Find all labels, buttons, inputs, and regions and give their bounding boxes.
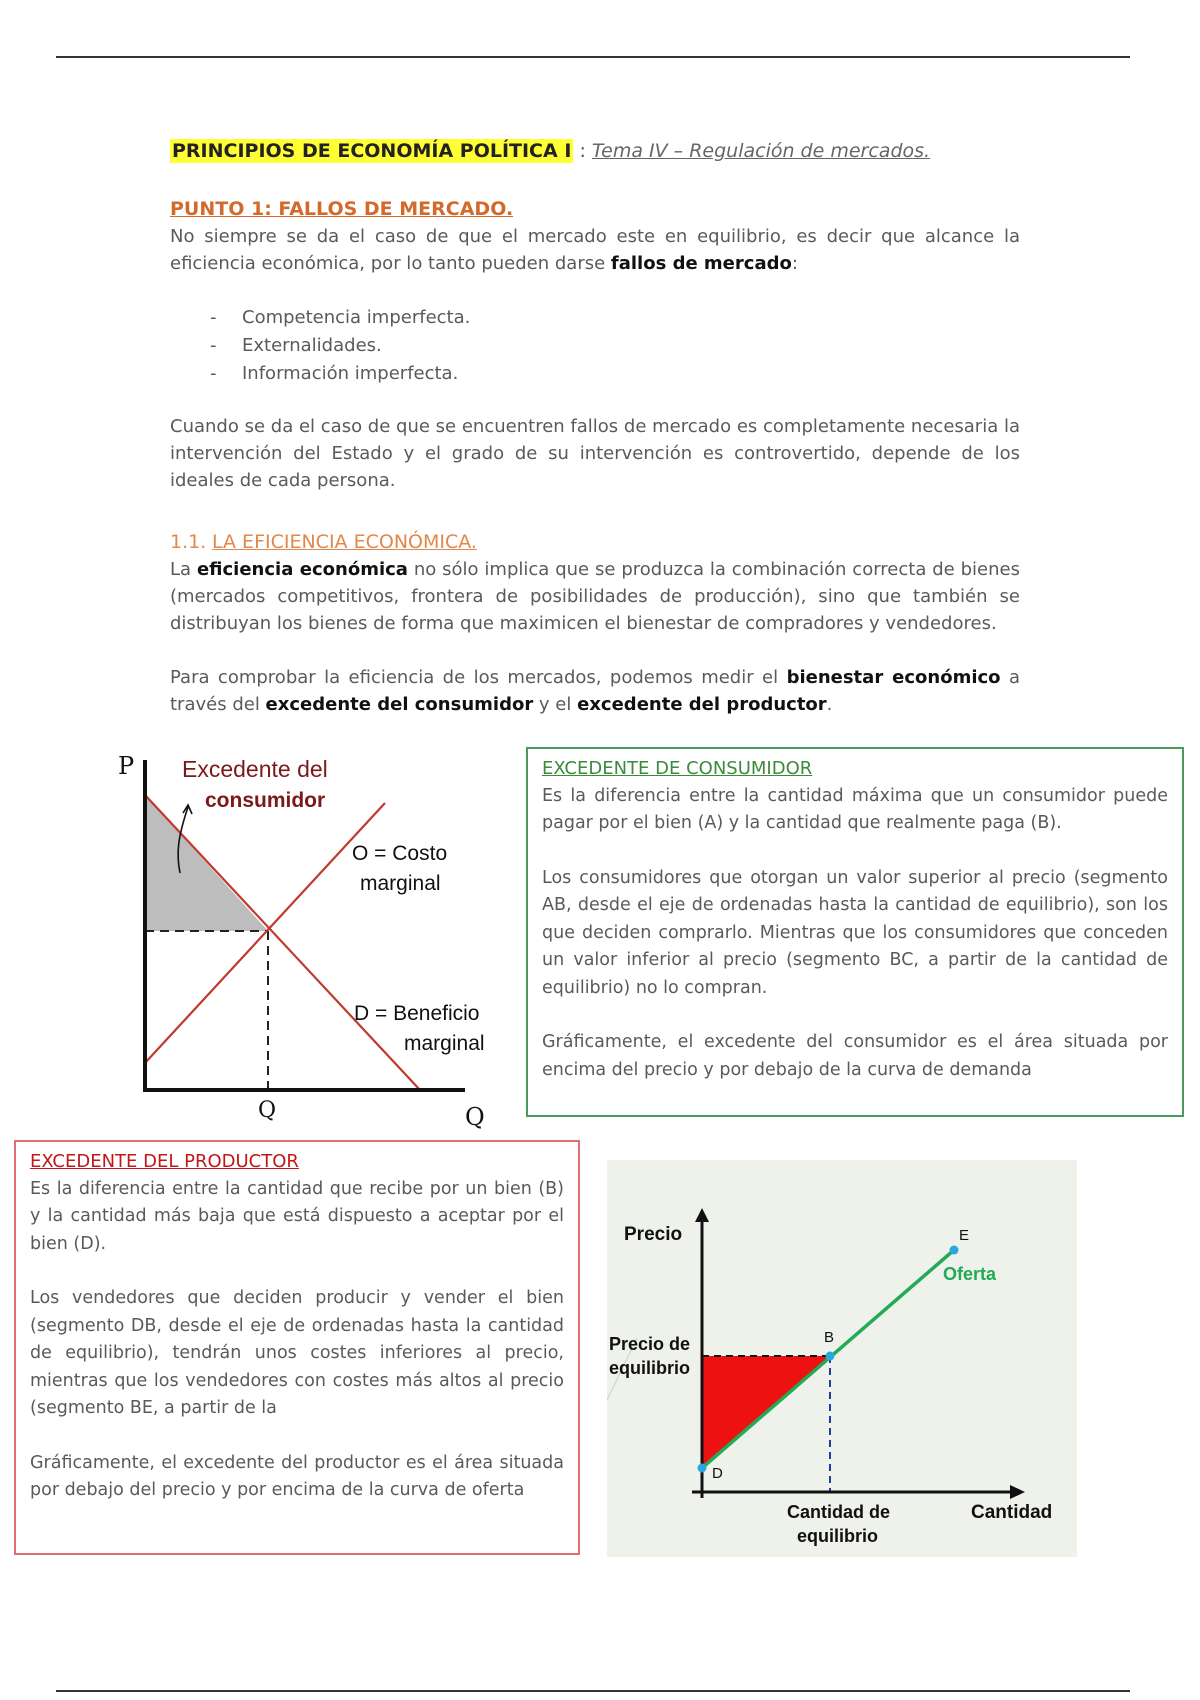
producer-box-p2: Los vendedores que deciden producir y vender el bien (segmento DB, desde el eje de ordenadas hasta la cantidad de equilibrio), tendrán unos costes inferiores al precio, mientras que los vendedores con costes más altos al precio (segmento BE, a partir de la (30, 1288, 564, 1418)
label-excedente-line2: consumidor (205, 789, 326, 812)
axis-label-p: P (118, 752, 135, 780)
y-axis-label: Precio (624, 1224, 683, 1245)
subsection-number: 1.1. (170, 531, 207, 553)
bottom-rule (56, 1690, 1130, 1692)
producer-surplus-box (14, 1140, 580, 1555)
label-demand-line2: marginal (404, 1032, 485, 1055)
x-axis-label: Cantidad (971, 1502, 1053, 1523)
producer-box-p1: Es la diferencia entre la cantidad que recibe por un bien (B) y la cantidad más baja que está dispuesto a aceptar por el bien (D). (30, 1178, 564, 1254)
excedente-productor-bold: excedente del productor (577, 694, 827, 715)
equilibrium-q-label: Q (258, 1098, 277, 1123)
point-b (826, 1352, 835, 1361)
paragraph-intervencion: Cuando se da el caso de que se encuentren fallos de mercado es completamente necesaria la intervención del Estado y el grado de su intervención es controvertido, depende de los ideales de cada persona. (170, 416, 1020, 491)
section-eficiencia (170, 529, 1020, 718)
paragraph-bienestar (170, 664, 1020, 718)
page-title (170, 140, 930, 162)
paragraph-intro (170, 223, 1020, 277)
top-rule (56, 56, 1130, 58)
label-excedente-line1: Excedente del (182, 756, 328, 782)
excedente-consumidor-bold: excedente del consumidor (265, 694, 534, 715)
label-supply-line2: marginal (360, 872, 441, 895)
bienestar-text-b: a través del (170, 667, 1020, 715)
fallos-list (170, 304, 1020, 388)
section-fallos (170, 196, 1020, 494)
price-eq-label-line2: equilibrio (609, 1358, 690, 1378)
qty-eq-label-line2: equilibrio (797, 1526, 878, 1546)
course-title: PRINCIPIOS DE ECONOMÍA POLÍTICA I (172, 140, 572, 162)
eficiencia-bold: eficiencia económica (196, 559, 408, 580)
list-item: - Información imperfecta. (210, 360, 1020, 388)
consumer-surplus-box (526, 747, 1184, 1117)
title-separator: : (579, 140, 586, 162)
intro-bold: fallos de mercado (610, 253, 792, 274)
point-d-label: D (712, 1465, 723, 1482)
supply-label: Oferta (943, 1264, 997, 1284)
axis-label-q: Q (465, 1103, 485, 1131)
bienestar-text-a: Para comprobar la eficiencia de los mercados, podemos medir el (170, 667, 787, 688)
point-e-label: E (959, 1227, 970, 1244)
topic-title: Tema IV – Regulación de mercados. (591, 140, 931, 162)
price-eq-label-line1: Precio de (609, 1334, 691, 1354)
label-demand-line1: D = Beneficio (354, 1002, 480, 1025)
point-b-label: B (824, 1329, 835, 1346)
producer-box-p3: Gráficamente, el excedente del productor es el área situada por debajo del precio y por encima de la curva de oferta (30, 1452, 564, 1500)
qty-eq-label-line1: Cantidad de (787, 1502, 891, 1522)
eficiencia-text-b: no sólo implica que se produzca la combinación correcta de bienes (mercados competitivos, frontera de posibilidades de producción), sino que también se distribuyan los bienes de forma que maximicen el bienestar de compradores y vendedores. (170, 559, 1020, 634)
subsection-title: LA EFICIENCIA ECONÓMICA. (212, 531, 477, 553)
eficiencia-text-a: La (170, 559, 197, 580)
bienestar-text-c: y el (533, 694, 578, 715)
section-heading-fallos: PUNTO 1: FALLOS DE MERCADO. (170, 198, 514, 220)
intro-end: : (791, 253, 798, 274)
consumer-box-p1: Es la diferencia entre la cantidad máxima que un consumidor puede pagar por el bien (A) y la cantidad que realmente paga (B). (542, 785, 1168, 833)
list-item: - Competencia imperfecta. (210, 304, 1020, 332)
point-d (698, 1464, 707, 1473)
producer-surplus-graph (607, 1160, 1077, 1557)
subsection-heading (170, 529, 1020, 556)
bienestar-bold: bienestar económico (786, 667, 1001, 688)
demand-curve (145, 795, 420, 1090)
consumer-surplus-graph (110, 745, 515, 1135)
consumer-box-heading: EXCEDENTE DE CONSUMIDOR (542, 758, 813, 779)
consumer-box-p2: Los consumidores que otorgan un valor superior al precio (segmento AB, desde el eje de ordenadas hasta la cantidad de equilibrio), son los que deciden comprarlo. Mientras que los consumidores que conceden un valor inferior al precio (segmento BC, a partir de la cantidad de equilibrio) no lo compran. (542, 867, 1168, 998)
consumer-box-p3: Gráficamente, el excedente del consumidor es el área situada por encima del precio y por debajo de la curva de demanda (542, 1032, 1168, 1080)
producer-box-heading: EXCEDENTE DEL PRODUCTOR (30, 1151, 299, 1172)
point-e (950, 1246, 959, 1255)
list-item: - Externalidades. (210, 332, 1020, 360)
bienestar-text-d: . (826, 694, 833, 715)
paragraph-eficiencia (170, 556, 1020, 637)
label-supply-line1: O = Costo (352, 842, 448, 865)
intro-text: No siempre se da el caso de que el mercado este en equilibrio, es decir que alcance la eficiencia económica, por lo tanto pueden darse (170, 226, 1020, 274)
